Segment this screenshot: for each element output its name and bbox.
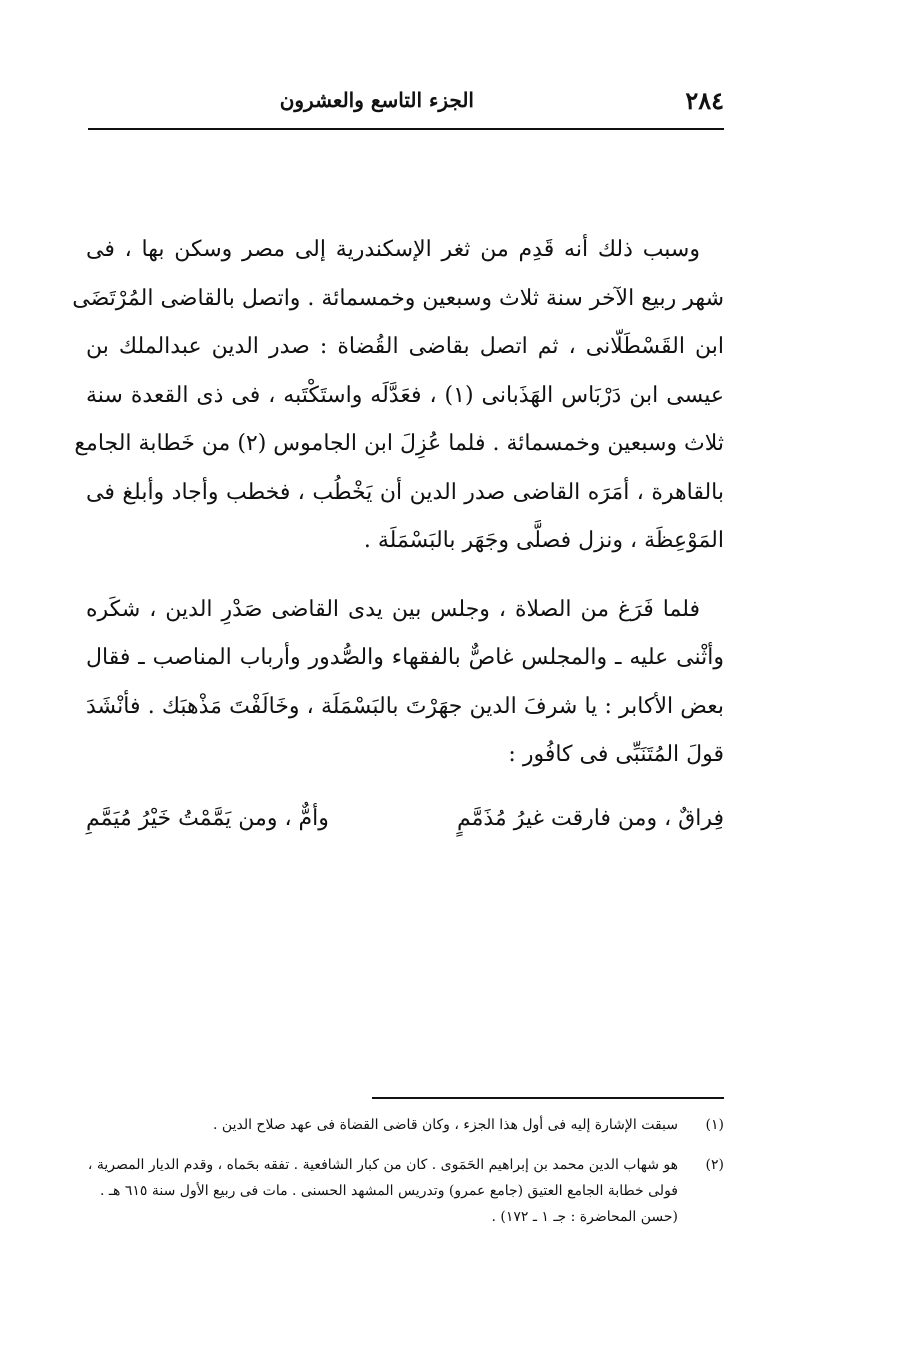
header-rule bbox=[88, 128, 724, 130]
page-number: ٢٨٤ bbox=[685, 86, 724, 115]
text-line: بعض الأكابر : يا شرفَ الدين جهَرْتَ بالبَسْمَلَة ، وخَالَفْتَ مَذْهبَك . فأنْشَدَ bbox=[86, 693, 724, 719]
text-line: وأثْنى عليه ـ والمجلس غاصٌّ بالفقهاء والصُّدور وأرباب المناصب ـ فقال bbox=[86, 645, 724, 670]
text-line: ابن القَسْطَلّانى ، ثم اتصل بقاضى القُضاة : صدر الدين عبدالملك بن bbox=[86, 334, 724, 359]
text-line: ثلاث وسبعين وخمسمائة . فلما عُزِلَ ابن الجاموس (٢) من خَطابة الجامع bbox=[74, 431, 724, 456]
footnote-number: (١) bbox=[705, 1117, 724, 1133]
footnote-1 bbox=[78, 1112, 724, 1138]
text-line: وسبب ذلك أنه قَدِم من ثغر الإسكندرية إلى مصر وسكن بها ، فى bbox=[86, 237, 700, 262]
main-text bbox=[72, 226, 724, 800]
footnote-number: (٢) bbox=[705, 1157, 724, 1173]
text-line: المَوْعِظَة ، ونزل فصلَّى وجَهَر بالبَسْمَلَة . bbox=[363, 528, 724, 553]
text-line: فلما فَرَغ من الصلاة ، وجلس بين يدى القاضى صَدْرِ الدين ، شكَره bbox=[86, 596, 700, 622]
footnote-line: فولى خطابة الجامع العتيق (جامع عمرو) وتدريس المشهد الحسنى . مات فى ربيع الأول سنة ٦١٥ هـ . bbox=[100, 1183, 678, 1199]
text-line: عيسى ابن دَرْبَاس الهَذَبانى (١) ، فعَدَّلَه واستَكْتَبه ، فى ذى القعدة سنة bbox=[86, 382, 724, 408]
footnote-line: هو شهاب الدين محمد بن إبراهيم الحَمَوى . كان من كبار الشافعية . تفقه بحَماه ، وقدم الديار المصرية ، bbox=[87, 1157, 678, 1173]
footnote-2 bbox=[78, 1152, 724, 1230]
paragraph-1 bbox=[72, 226, 724, 566]
footnote-line: سبقت الإشارة إليه فى أول هذا الجزء ، وكان قاضى القضاة فى عهد صلاح الدين . bbox=[213, 1117, 678, 1133]
paragraph-2 bbox=[86, 586, 724, 780]
text-line: شهر ربيع الآخر سنة ثلاث وسبعين وخمسمائة . واتصل بالقاضى المُرْتَضَى bbox=[72, 285, 724, 311]
running-head: الجزء التاسع والعشرون bbox=[279, 88, 474, 112]
page-header bbox=[88, 82, 724, 122]
text-line: قولَ المُتَنَبِّى فى كافُور : bbox=[508, 742, 724, 767]
footnotes bbox=[78, 1112, 724, 1244]
footnote-rule bbox=[372, 1097, 724, 1099]
poetry-verse bbox=[86, 806, 724, 854]
verse-first-hemistich: فِراقٌ ، ومن فارقت غيرُ مُذَمَّمٍ bbox=[456, 806, 724, 831]
text-line: بالقاهرة ، أمَرَه القاضى صدر الدين أن يَخْطُب ، فخطب وأجاد وأبلغ فى bbox=[86, 479, 724, 505]
verse-second-hemistich: وأمٌّ ، ومن يَمَّمْتُ خَيْرُ مُيَمَّمِ bbox=[86, 806, 329, 831]
footnote-line: (حسن المحاضرة : جـ ١ ـ ١٧٢) . bbox=[491, 1209, 678, 1225]
